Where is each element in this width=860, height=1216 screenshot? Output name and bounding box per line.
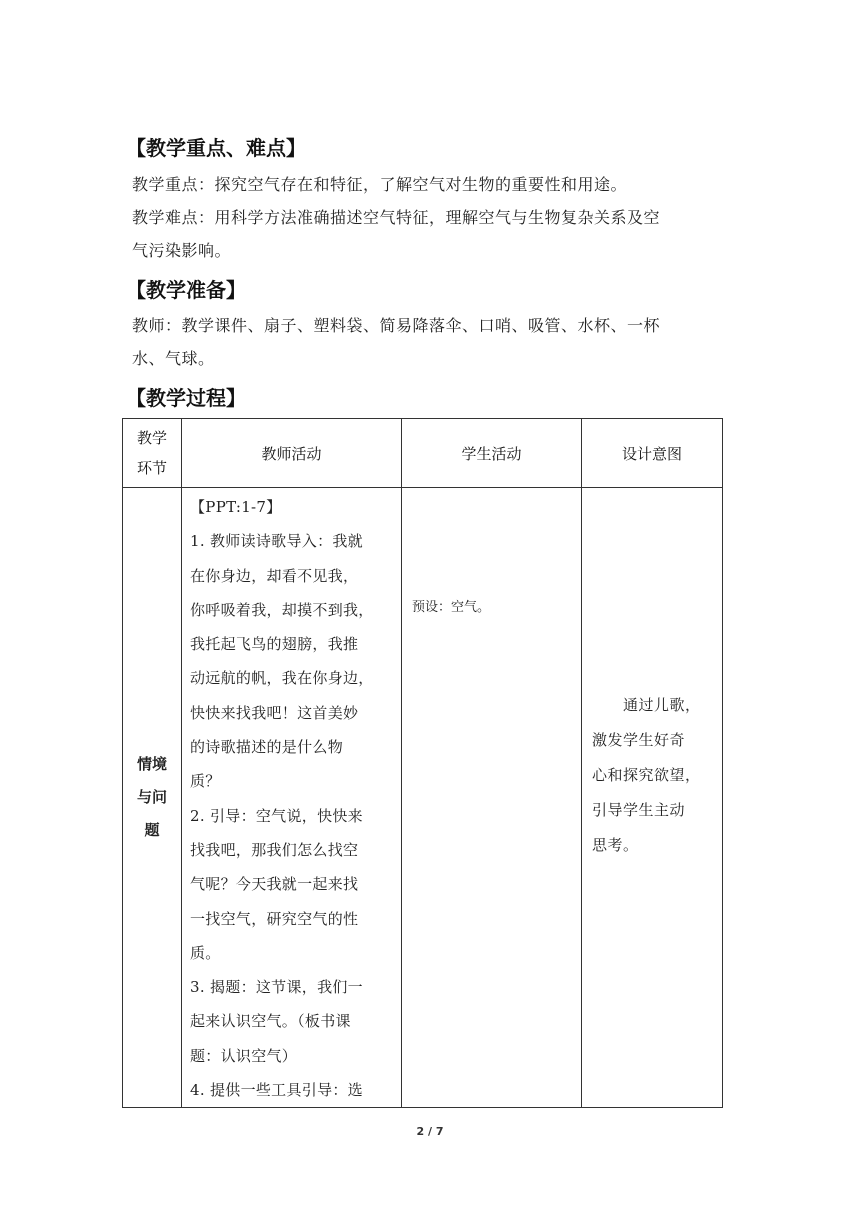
teacher-line: 1. 教师读诗歌导入：我就: [190, 532, 363, 551]
header-teacher-activity: 教师活动: [182, 419, 402, 488]
header-stage-line: 环节: [136, 459, 167, 477]
teacher-line: 我托起飞鸟的翅膀，我推: [190, 635, 359, 654]
teacher-line: 质。: [190, 943, 221, 962]
teacher-line: 起来认识空气。（板书课: [190, 1012, 351, 1031]
design-line: 激发学生好奇: [592, 731, 686, 749]
teacher-line: 气呢？今天我就一起来找: [190, 875, 359, 894]
design-intent-cell: [582, 488, 723, 1108]
focus-difficult-line: 气污染影响。: [132, 241, 232, 260]
teacher-line: 4. 提供一些工具引导：选: [190, 1081, 363, 1100]
design-line: 通过儿歌，: [592, 696, 701, 714]
stage-line: 情境: [136, 755, 167, 774]
teacher-line: 2. 引导：空气说，快快来: [190, 806, 363, 825]
focus-key-paragraph: [132, 168, 730, 201]
stage-line: 与问: [136, 788, 167, 807]
header-stage: [123, 419, 182, 488]
prep-heading: 【教学准备】: [126, 278, 246, 302]
page-number: 2 / 7: [416, 1125, 444, 1138]
focus-difficult-paragraph: [132, 201, 730, 267]
teacher-line: 质？: [190, 772, 221, 791]
teacher-line: 一找空气，研究空气的性: [190, 909, 359, 928]
design-line: 思考。: [592, 836, 639, 854]
table-row: [123, 488, 723, 1108]
prep-line: 教师：教学课件、扇子、塑料袋、简易降落伞、口哨、吸管、水杯、一杯: [132, 316, 661, 335]
teacher-line: 【PPT:1-7】: [190, 498, 282, 516]
design-line: 引导学生主动: [592, 801, 686, 819]
teacher-line: 题：认识空气）: [190, 1046, 298, 1065]
process-heading: 【教学过程】: [126, 386, 246, 410]
prep-line: 水、气球。: [132, 349, 215, 368]
student-activity-text: 预设：空气。: [412, 600, 491, 615]
stage-line: 题: [144, 821, 160, 840]
teacher-line: 动远航的帆，我在你身边，: [190, 669, 374, 688]
table-header-row: [123, 419, 723, 488]
teacher-line: 快快来找我吧！这首美妙: [190, 703, 359, 722]
header-student-activity: 学生活动: [402, 419, 582, 488]
prep-paragraph: [132, 309, 730, 375]
focus-heading: 【教学重点、难点】: [126, 136, 306, 160]
teacher-line: 3. 揭题：这节课，我们一: [190, 978, 363, 997]
teaching-process-table: [122, 418, 723, 1108]
teacher-activity-cell: [182, 488, 402, 1108]
teacher-line: 你呼吸着我，却摸不到我，: [190, 600, 374, 619]
header-design-intent: 设计意图: [582, 419, 723, 488]
student-activity-cell: [402, 488, 582, 1108]
stage-cell: [123, 488, 182, 1108]
header-stage-line: 教学: [136, 429, 167, 447]
design-line: 心和探究欲望，: [592, 766, 701, 784]
focus-key-line: 教学重点：探究空气存在和特征，了解空气对生物的重要性和用途。: [132, 175, 628, 194]
teacher-line: 的诗歌描述的是什么物: [190, 738, 344, 757]
teacher-line: 找我吧，那我们怎么找空: [190, 840, 359, 859]
teacher-line: 在你身边，却看不见我，: [190, 566, 359, 585]
focus-difficult-line: 教学难点：用科学方法准确描述空气特征，理解空气与生物复杂关系及空: [132, 208, 661, 227]
